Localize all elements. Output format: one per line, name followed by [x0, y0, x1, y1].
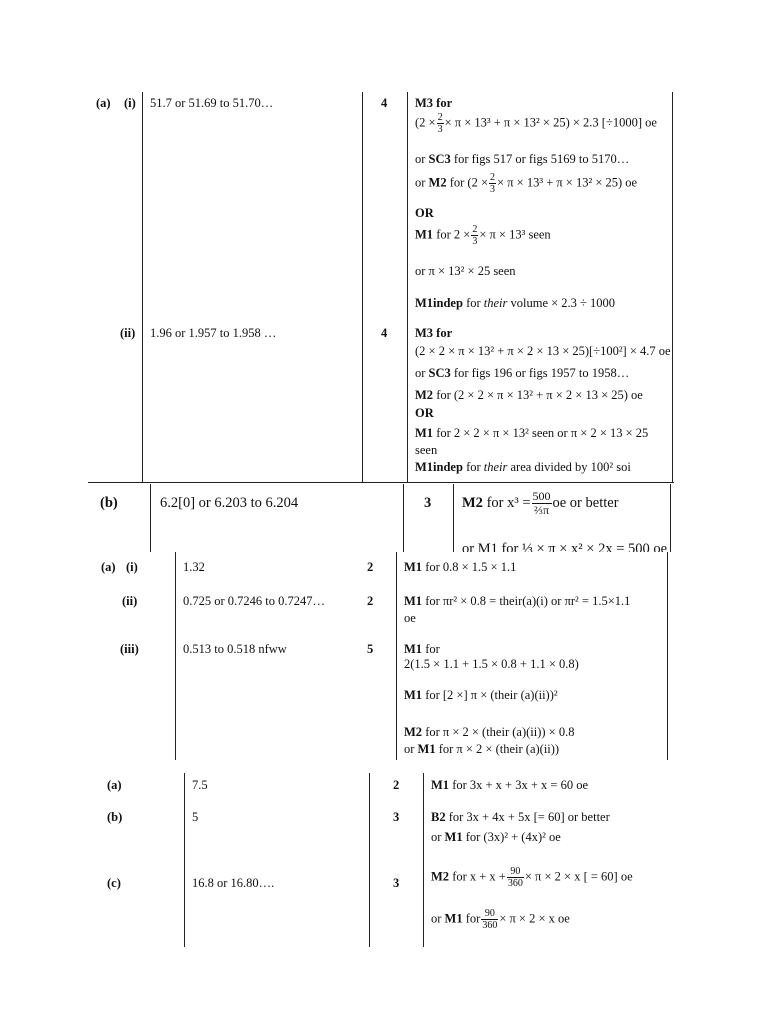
guidance-m3-head: M3 for	[415, 326, 453, 340]
guidance-m2: or M2 for (2 × $\frac{2}{3}$ × π × 13³ + π × 13² × 25) oe	[415, 172, 638, 195]
divider	[396, 552, 397, 760]
guidance-m2: M2 for (2 × 2 × π × 13² + π × 2 × 13 × 25) oe	[415, 388, 643, 402]
guidance-m1: M1 for 0.8 × 1.5 × 1.1	[404, 560, 517, 574]
guidance-m2: M2 for x³ = $\frac{500}{\text{⅔π}}$ oe or better	[462, 489, 619, 517]
subpart-label: (i)	[126, 560, 138, 574]
marks: 4	[381, 96, 388, 110]
guidance-or: OR	[415, 206, 434, 220]
subpart-label: (i)	[124, 96, 136, 110]
guidance-m1: or M1 for ⅓ × π × x² × 2x = 500 oe	[462, 541, 668, 552]
answer: 1.32	[183, 560, 205, 574]
answer: 16.8 or 16.80….	[192, 876, 275, 890]
marks: 4	[381, 326, 388, 340]
part-label: (c)	[107, 876, 121, 890]
marks: 2	[367, 560, 374, 574]
guidance-m1: or M1 for (3x)² + (4x)² oe	[431, 830, 561, 844]
guidance-seen: seen	[415, 443, 438, 457]
divider	[667, 552, 668, 760]
part-label: (b)	[100, 495, 118, 511]
answer: 5	[192, 810, 199, 824]
part-label: (a)	[107, 778, 122, 792]
guidance-m1: M1 for	[404, 642, 440, 656]
guidance-m1: M1 for 2 × 2 × π × 13² seen or π × 2 × 13 × 25	[415, 426, 649, 440]
guidance-m1: M1 for 2 × $\frac{2}{3}$ × π × 13³ seen	[415, 224, 551, 247]
divider	[175, 552, 176, 760]
marks: 2	[393, 778, 400, 792]
part-label: (b)	[107, 810, 123, 824]
answer: 7.5	[192, 778, 208, 792]
answer: 0.725 or 0.7246 to 0.7247…	[183, 594, 326, 608]
guidance-m1indep: M1indep for their area divided by 100² soi	[415, 460, 631, 474]
guidance-b2: B2 for 3x + 4x + 5x [= 60] or better	[431, 810, 610, 824]
marks: 3	[393, 810, 400, 824]
guidance-m1: M1 for 3x + x + 3x + x = 60 oe	[431, 778, 589, 792]
block2-table	[0, 484, 768, 552]
divider	[670, 484, 671, 552]
divider	[369, 773, 370, 947]
divider	[672, 92, 673, 482]
guidance-m1: or M1 for $\frac{90}{360}$ × π × 2 × x oe	[431, 908, 570, 931]
marks: 5	[367, 642, 374, 656]
subpart-label: (ii)	[120, 326, 136, 340]
subpart-label: (ii)	[122, 594, 138, 608]
subpart-label: (iii)	[120, 642, 139, 656]
guidance-or: OR	[415, 406, 434, 420]
guidance-m1b: M1 for [2 ×] π × (their (a)(ii))²	[404, 688, 558, 702]
divider	[423, 773, 424, 947]
part-label: (a)	[101, 560, 116, 574]
divider	[407, 92, 408, 482]
divider	[150, 484, 151, 552]
divider	[184, 773, 185, 947]
marks: 2	[367, 594, 374, 608]
guidance-sc3: or SC3 for figs 196 or figs 1957 to 1958…	[415, 366, 630, 380]
guidance-oe: oe	[404, 611, 416, 625]
divider	[403, 484, 404, 552]
guidance-m2: M2 for π × 2 × (their (a)(ii)) × 0.8	[404, 725, 575, 739]
divider	[88, 482, 674, 483]
guidance-m1: M1 for πr² × 0.8 = their(a)(i) or πr² = 1.5×1.1	[404, 594, 631, 608]
guidance-m1-expr: 2(1.5 × 1.1 + 1.5 × 0.8 + 1.1 × 0.8)	[404, 657, 579, 671]
divider	[142, 92, 143, 482]
guidance-or-seen: or π × 13² × 25 seen	[415, 264, 516, 278]
guidance-m3-expr: (2 × 2 × π × 13² + π × 2 × 13 × 25)[÷100²] × 4.7 oe	[415, 344, 671, 358]
marks: 3	[424, 495, 432, 511]
answer: 6.2[0] or 6.203 to 6.204	[160, 495, 299, 511]
guidance-m3-expr: (2 × $\frac{2}{3}$ × π × 13³ + π × 13² × 25) × 2.3 [÷1000] oe	[415, 112, 657, 135]
guidance-sc3: or SC3 for figs 517 or figs 5169 to 5170…	[415, 152, 630, 166]
block3-table	[0, 552, 768, 764]
answer: 0.513 to 0.518 nfww	[183, 642, 287, 656]
guidance-m1indep: M1indep for their volume × 2.3 ÷ 1000	[415, 296, 616, 310]
divider	[362, 92, 363, 482]
answer: 1.96 or 1.957 to 1.958 …	[150, 326, 277, 340]
guidance-m3-head: M3 for	[415, 96, 453, 110]
answer: 51.7 or 51.69 to 51.70…	[150, 96, 274, 110]
guidance-m1c: or M1 for π × 2 × (their (a)(ii))	[404, 742, 560, 756]
divider	[453, 484, 454, 552]
guidance-m2: M2 for x + x + $\frac{90}{360}$ × π × 2 × x [ = 60] oe	[431, 866, 633, 889]
part-label: (a)	[96, 96, 111, 110]
marks: 3	[393, 876, 400, 890]
